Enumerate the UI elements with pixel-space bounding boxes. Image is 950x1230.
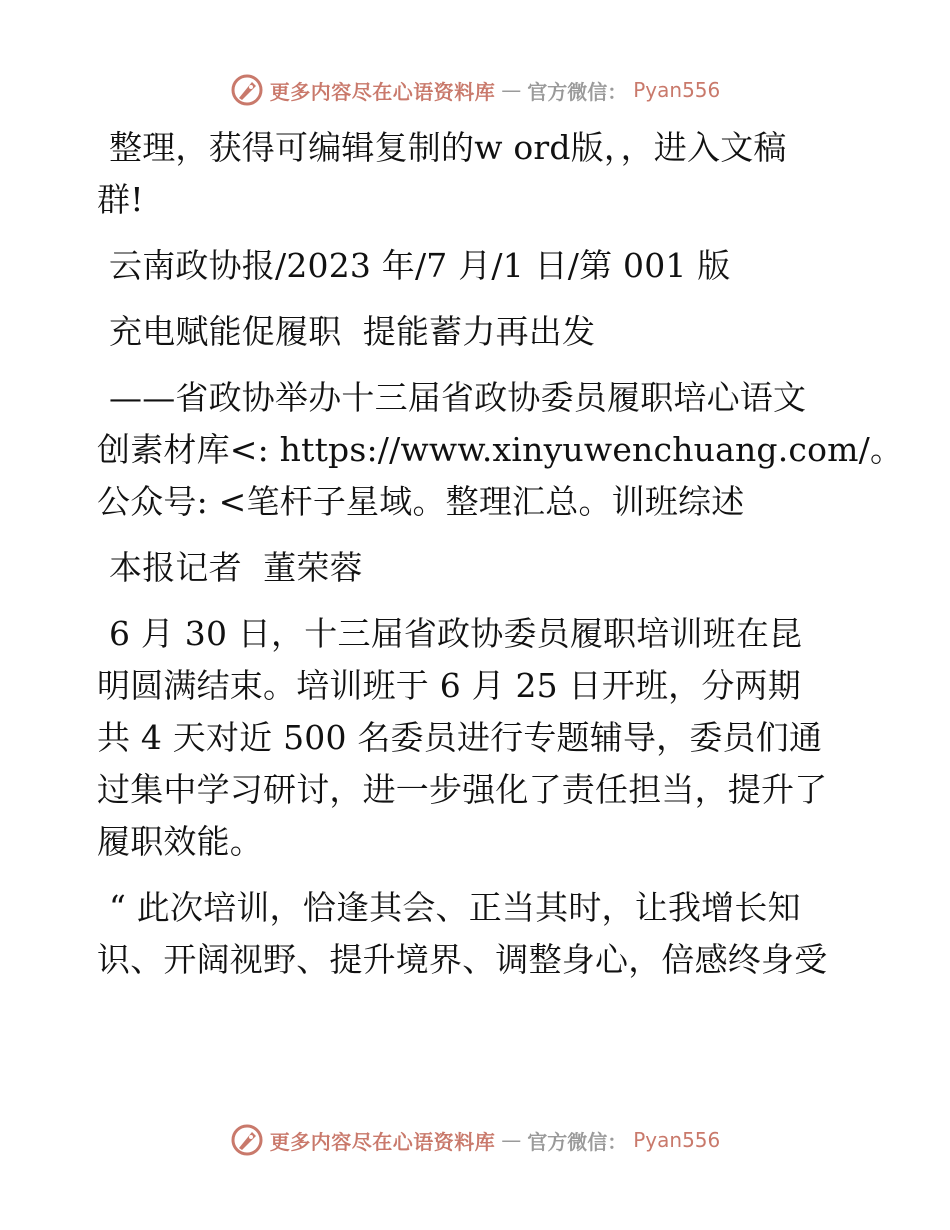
text-line: “ 此次培训，恰逢其会、正当其时，让我增长知	[109, 888, 801, 927]
intro-paragraph	[97, 122, 857, 226]
text-line: 履职效能。	[97, 822, 263, 861]
quote-paragraph	[97, 882, 857, 986]
pen-nib-logo-icon	[230, 73, 264, 107]
text-line: 识、开阔视野、提升境界、调整身心，倍感终身受	[97, 940, 828, 979]
pen-nib-logo-icon	[230, 1123, 264, 1157]
watermark-site-name: 更多内容尽在心语资料库	[269, 79, 496, 104]
text-line: 明圆满结束。培训班于 6 月 25 日开班，分两期	[97, 666, 801, 705]
text-line: 创素材库<: https://www.xinyuwenchuang.com/。	[97, 430, 904, 469]
text-line: 群!	[97, 180, 144, 219]
text-line: 过集中学习研讨，进一步强化了责任担当，提升了	[97, 770, 828, 809]
watermark-dash: —	[501, 78, 522, 102]
watermark-wechat-label: 官方微信：	[527, 1129, 628, 1154]
text-line: 整理，获得可编辑复制的w ord版，，进入文稿	[109, 128, 787, 167]
watermark-dash: —	[501, 1128, 522, 1152]
watermark-handle: Pyan556	[633, 1128, 721, 1152]
watermark-site-name: 更多内容尽在心语资料库	[269, 1129, 496, 1154]
text-line: 本报记者 董荣蓉	[109, 548, 363, 587]
text-line: 6 月 30 日，十三届省政协委员履职培训班在昆	[109, 614, 803, 653]
text-line: ——省政协举办十三届省政协委员履职培心语文	[109, 378, 807, 417]
subheadline	[97, 372, 904, 528]
header-watermark	[0, 70, 950, 110]
document-body	[97, 122, 904, 1000]
footer-watermark	[0, 1120, 950, 1160]
text-line: 云南政协报/2023 年/7 月/1 日/第 001 版	[109, 246, 731, 285]
watermark-wechat-label: 官方微信：	[527, 79, 628, 104]
text-line: 公众号: <笔杆子星域。整理汇总。训班综述	[97, 482, 745, 521]
headline	[97, 306, 857, 358]
text-line: 共 4 天对近 500 名委员进行专题辅导，委员们通	[97, 718, 823, 757]
source-line	[97, 240, 857, 292]
body-paragraph	[97, 608, 857, 868]
watermark-handle: Pyan556	[633, 78, 721, 102]
text-line: 充电赋能促履职 提能蓄力再出发	[109, 312, 596, 351]
byline	[97, 542, 857, 594]
